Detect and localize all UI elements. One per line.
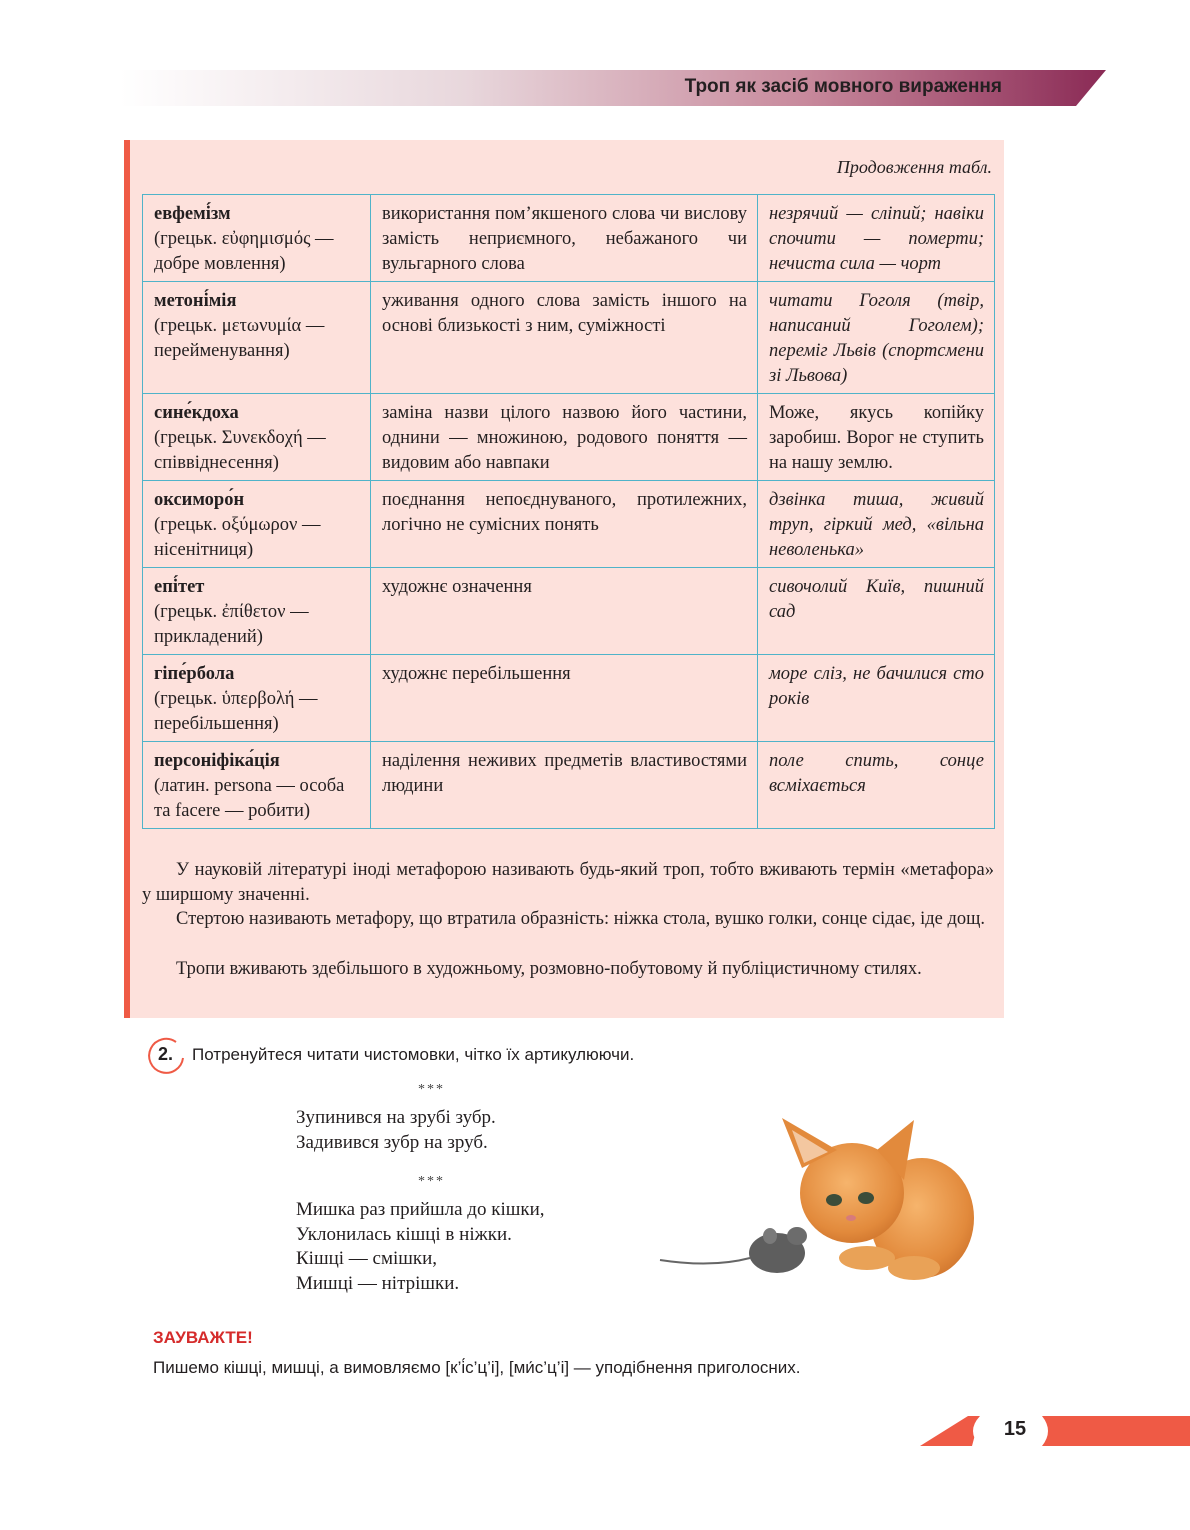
table-row	[143, 655, 995, 742]
poem-separator: ***	[418, 1174, 445, 1189]
table-row	[143, 394, 995, 481]
definition-cell: художнє означення	[371, 568, 758, 655]
table-row	[143, 568, 995, 655]
poem-line: Зупинився на зрубі зубр.	[296, 1107, 496, 1128]
definition-cell: поєднання непоєднуваного, протилежних, логічно не сумісних понять	[371, 481, 758, 568]
term: оксиморо́н	[154, 490, 245, 510]
term-cell	[143, 394, 371, 481]
example-cell: море сліз, не бачилися сто років	[758, 655, 995, 742]
example-cell: читати Гоголя (твір, написаний Гоголем); переміг Львів (спортсмени зі Львова)	[758, 282, 995, 394]
poem-line: Уклонилась кішці в ніжки.	[296, 1223, 512, 1245]
term-origin: (грецьк. Συνεκδοχή — співвіднесення)	[154, 428, 326, 473]
theory-box-accent-bar	[124, 140, 130, 1018]
paragraph-dead-metaphor: Стертою називають метафору, що втратила образність: ніжка стола, вушко голки, сонце сідає, іде дощ.	[176, 909, 986, 929]
definition-cell: уживання одного слова замість іншого на основі близькості з ним, суміжності	[371, 282, 758, 394]
footer-page-tab	[920, 1416, 1190, 1448]
paragraph-metaphor-broad: У науковій літературі іноді метафорою називають будь-який троп, тобто вживають термін «метафора» у ширшому значенні.	[142, 860, 994, 905]
term: епі́тет	[154, 577, 205, 597]
term: метоні́мія	[154, 291, 237, 311]
term-cell	[143, 568, 371, 655]
table-continuation-label: Продовження табл.	[836, 157, 992, 177]
definition-cell: художнє перебільшення	[371, 655, 758, 742]
cat-icon	[782, 1118, 974, 1280]
definition-cell: наділення неживих предметів властивостями людини	[371, 742, 758, 829]
poem-separator: ***	[418, 1082, 445, 1097]
definition-cell: використання пом’якшеного слова чи вислову замість неприємного, небажаного чи вульгарного слова	[371, 195, 758, 282]
term-cell	[143, 282, 371, 394]
example-cell: незрячий — сліпий; навіки спочити — померти; нечиста сила — чорт	[758, 195, 995, 282]
page-number: 15	[1003, 1418, 1027, 1440]
term-origin: (латин. persona — особа та facere — робити)	[154, 776, 345, 821]
cat-and-mouse-illustration	[652, 1108, 982, 1298]
term-origin: (грецьк. ὑπερβολή — перебільшення)	[154, 689, 318, 734]
example-cell: дзвінка тиша, живий труп, гіркий мед, «вільна неволенька»	[758, 481, 995, 568]
term-origin: (грецьк. οξύμωρον — нісенітниця)	[154, 515, 321, 560]
term-origin: (грецьк. ἐπίθετον — прикладений)	[154, 602, 309, 647]
term-cell	[143, 742, 371, 829]
poem-1	[296, 1106, 496, 1155]
table-row	[143, 742, 995, 829]
term: гіпе́рбола	[154, 664, 235, 684]
page-header-title: Троп як засіб мовного вираження	[684, 76, 1002, 97]
example-cell: поле спить, сонце всміхається	[758, 742, 995, 829]
note-text: Пишемо кішці, мишці, а вимовляємо [к’і́с’ц’і], [ми́с’ц’і] — уподібнення приголосних.	[153, 1358, 801, 1377]
task-instruction: Потренуйтеся читати чистомовки, чітко їх артикулюючи.	[192, 1045, 635, 1064]
table-row	[143, 481, 995, 568]
term: евфемі́зм	[154, 204, 231, 224]
poem-line: Задивився зубр на зруб.	[296, 1131, 488, 1153]
term-cell	[143, 481, 371, 568]
example-cell: Може, якусь копійку заробиш. Ворог не ступить на нашу землю.	[758, 394, 995, 481]
term: персоніфіка́ція	[154, 751, 280, 771]
table-row	[143, 195, 995, 282]
term-cell	[143, 655, 371, 742]
note-title: ЗАУВАЖТЕ!	[153, 1328, 253, 1347]
term-cell	[143, 195, 371, 282]
poem-line: Мишка раз прийшла до кішки,	[296, 1199, 545, 1220]
definition-cell: заміна назви цілого назвою його частини, однини — множиною, родового поняття — видовим або навпаки	[371, 394, 758, 481]
poem-2	[296, 1198, 545, 1296]
table-row	[143, 282, 995, 394]
term-origin: (грецьк. εὐφημισμός — добре мовлення)	[154, 229, 334, 274]
example-cell: сивочолий Київ, пишний сад	[758, 568, 995, 655]
poem-line: Кішці — смішки,	[296, 1248, 438, 1269]
mouse-icon	[660, 1227, 807, 1273]
term: сине́кдоха	[154, 403, 239, 423]
term-origin: (грецьк. μετωνυμία — перейменування)	[154, 316, 325, 361]
tropes-table	[142, 194, 995, 829]
paragraph-trope-usage: Тропи вживають здебільшого в художньому, розмовно-побутовому й публіцистичному стилях.	[176, 959, 922, 979]
poem-line: Мишці — нітрішки.	[296, 1272, 460, 1294]
task-number: 2.	[158, 1044, 174, 1064]
